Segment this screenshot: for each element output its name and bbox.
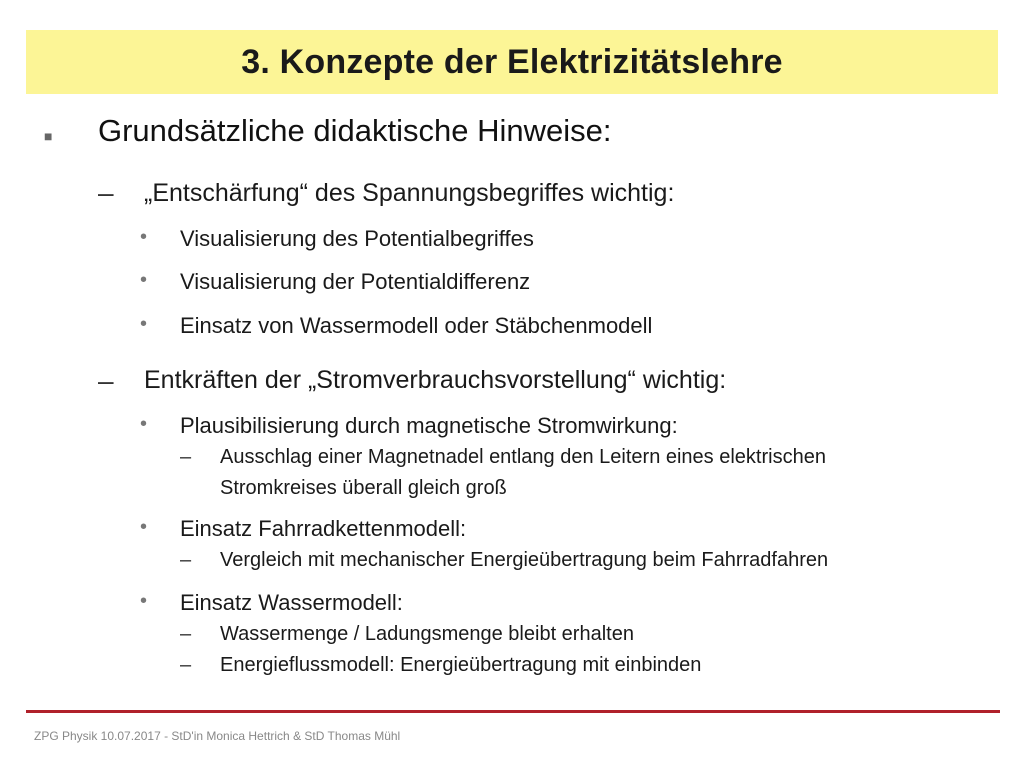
dot-bullet-icon: • [140,226,148,248]
footer-credit: ZPG Physik 10.07.2017 - StD'in Monica Hettrich & StD Thomas Mühl [34,729,401,743]
dot-bullet-icon: • [140,313,148,335]
section2-item: Einsatz Fahrradkettenmodell: [180,516,467,541]
footer-divider [26,710,1000,713]
section2-subitem: Vergleich mit mechanischer Energieübertragung beim Fahrradfahren [220,549,829,571]
dash-bullet-icon: – [180,446,192,468]
dot-bullet-icon: • [140,413,148,435]
dash-bullet-icon: – [98,177,114,208]
section2-subitem: Ausschlag einer Magnetnadel entlang den Leitern eines elektrischen [220,446,826,468]
square-bullet-icon: ■ [44,128,53,144]
section1-item: Visualisierung der Potentialdifferenz [180,269,531,294]
dot-bullet-icon: • [140,590,148,612]
title-bar [26,30,998,94]
section2-item: Plausibilisierung durch magnetische Stromwirkung: [180,413,678,438]
slide-title: 3. Konzepte der Elektrizitätslehre [241,42,783,81]
dash-bullet-icon: – [98,365,114,396]
dash-bullet-icon: – [180,654,192,676]
section2-label: Entkräften der „Stromverbrauchsvorstellung“ wichtig: [144,366,727,394]
section2-subitem: Energieflussmodell: Energieübertragung mit einbinden [220,654,702,676]
main-heading: Grundsätzliche didaktische Hinweise: [98,113,612,148]
dash-bullet-icon: – [180,623,192,645]
dot-bullet-icon: • [140,516,148,538]
section1-label: „Entschärfung“ des Spannungsbegriffes wichtig: [144,179,675,207]
dash-bullet-icon: – [180,549,192,571]
section2-subitem: Wassermenge / Ladungsmenge bleibt erhalten [220,623,634,645]
section2-subitem: Stromkreises überall gleich groß [220,477,507,499]
section1-item: Visualisierung des Potentialbegriffes [180,226,534,251]
section2-item: Einsatz Wassermodell: [180,590,403,615]
section1-item: Einsatz von Wassermodell oder Stäbchenmodell [180,313,653,338]
dot-bullet-icon: • [140,269,148,291]
